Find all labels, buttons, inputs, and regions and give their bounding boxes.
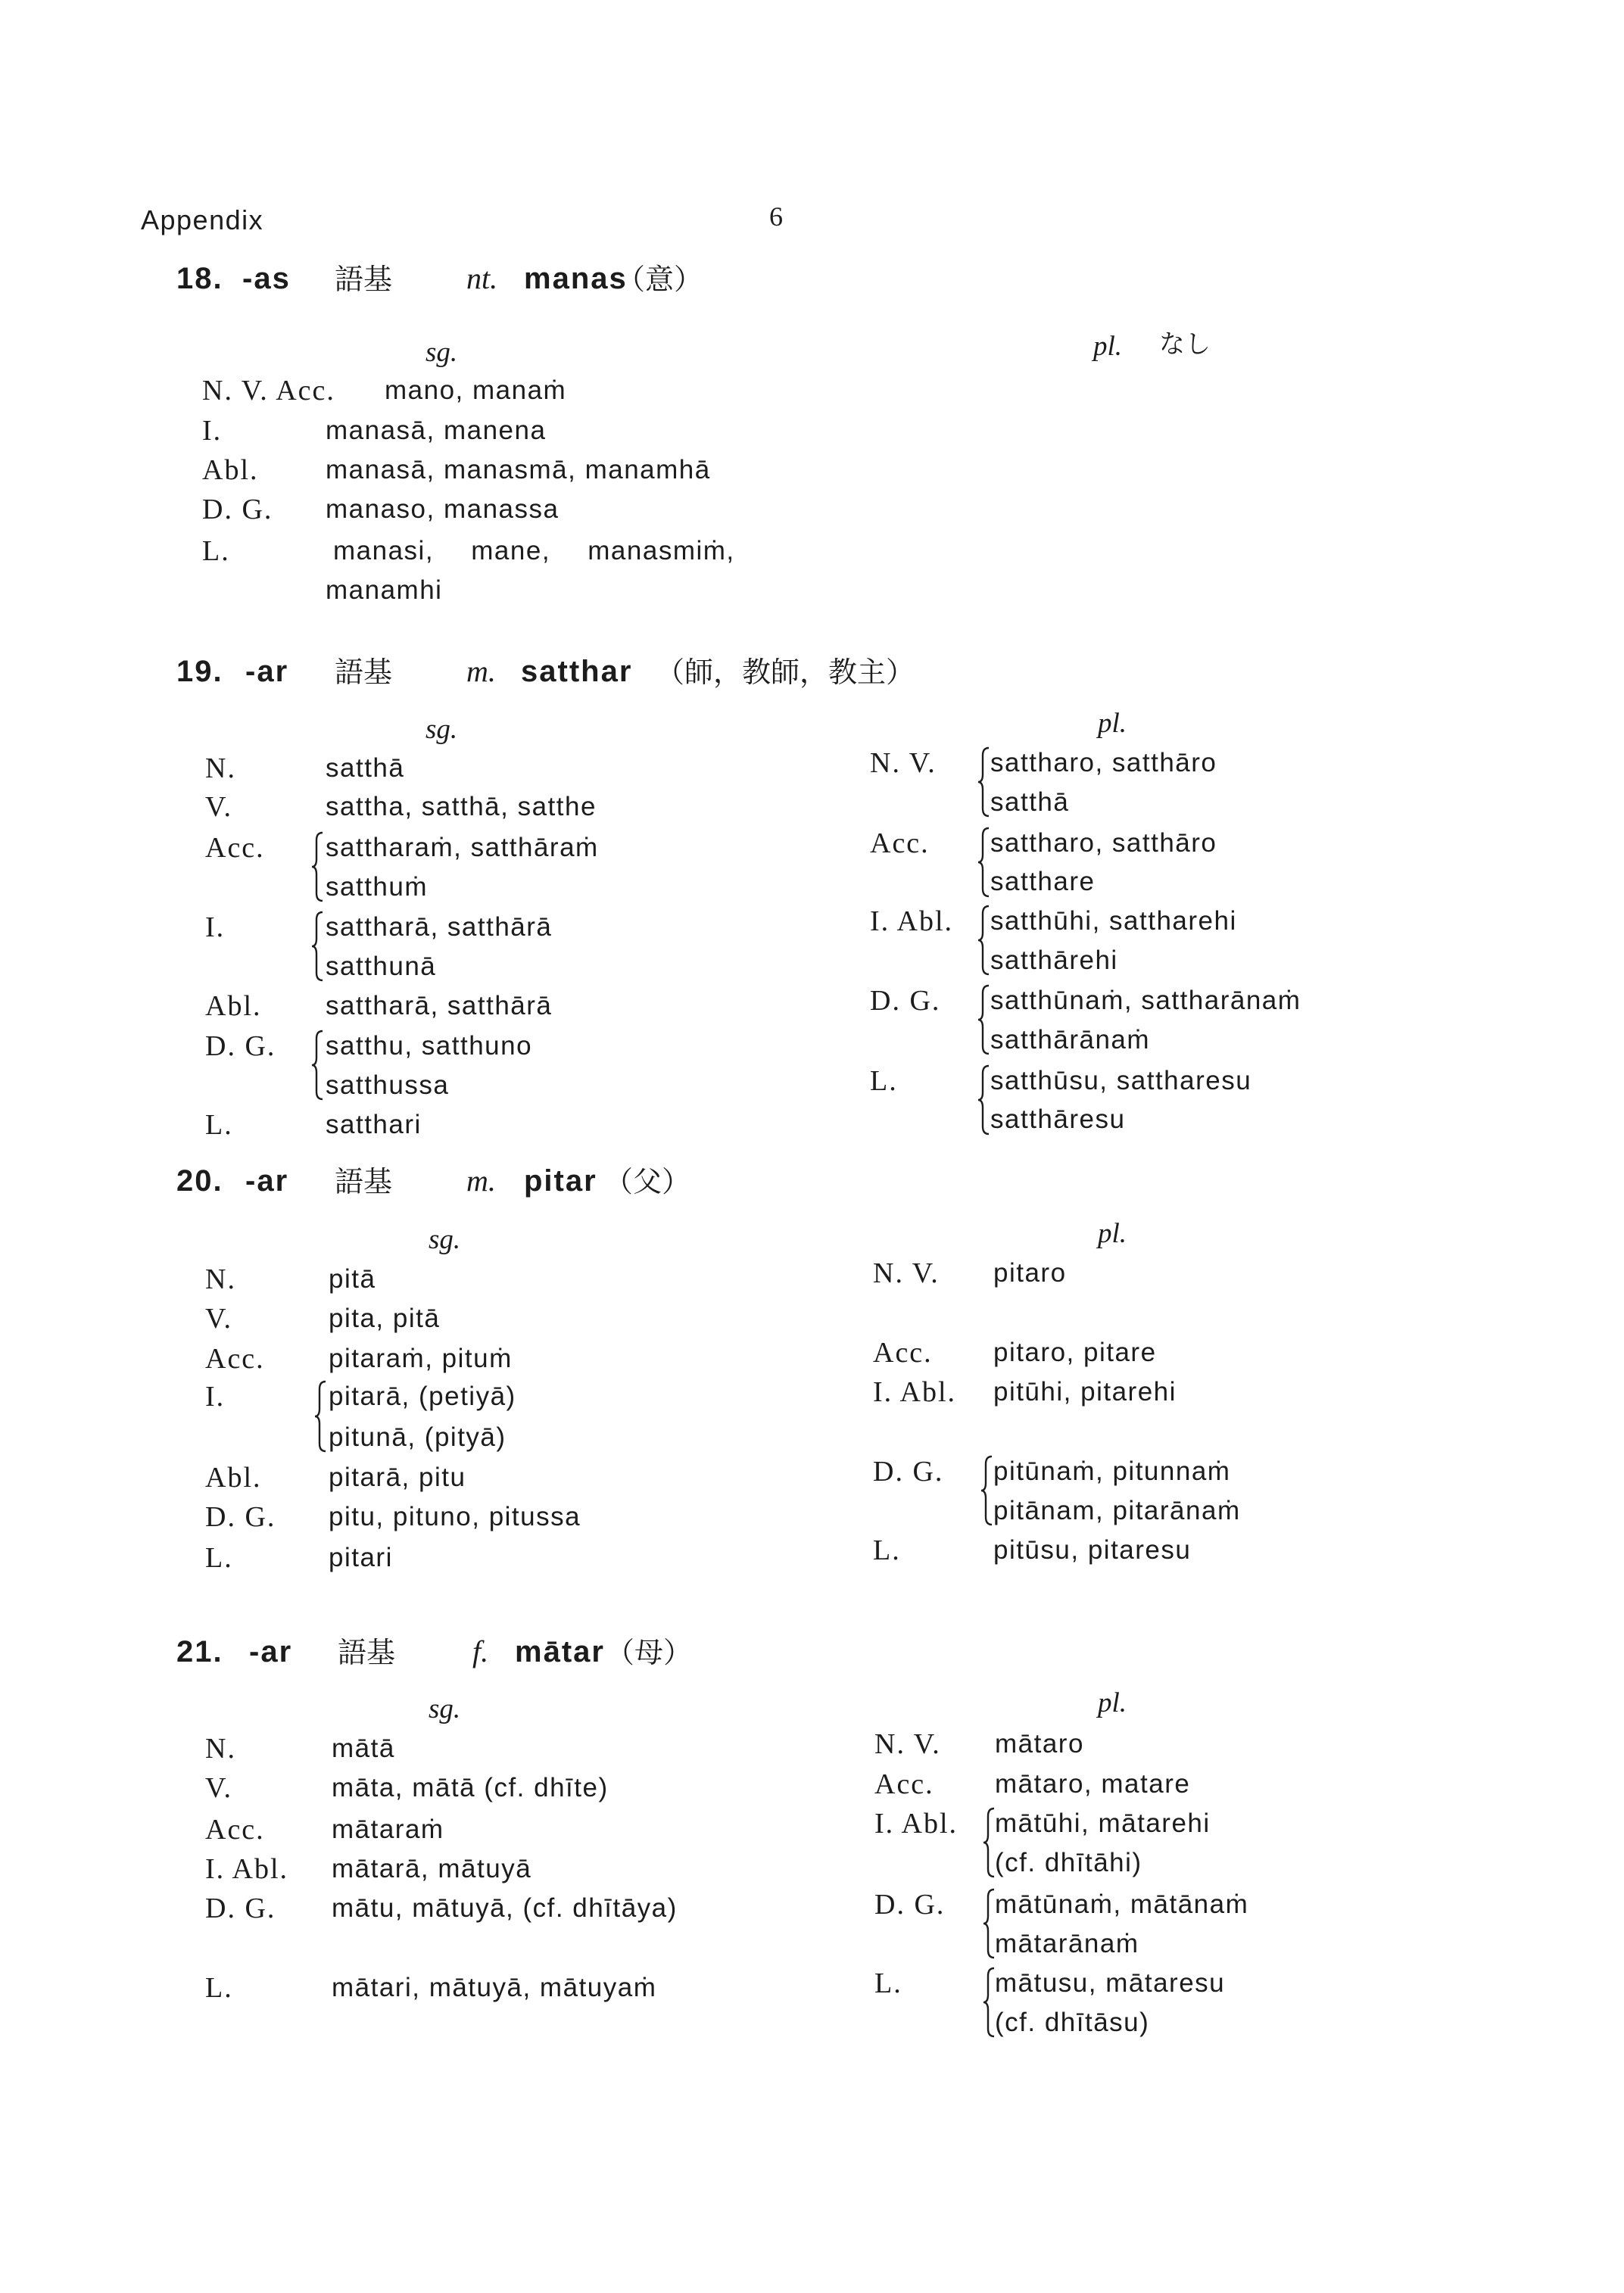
case-label: L. <box>205 1109 233 1141</box>
singular-heading: sg. <box>429 1224 461 1255</box>
case-forms: mātūhi, mātarehi <box>995 1809 1211 1838</box>
brace <box>982 1806 996 1879</box>
headword: mātar <box>515 1635 605 1668</box>
case-label: L. <box>873 1534 901 1566</box>
plural-heading: pl. <box>1093 331 1123 362</box>
plural-note: なし <box>1159 329 1211 360</box>
headword: pitar <box>524 1164 597 1198</box>
case-forms: mātari, mātuyā, mātuyaṁ <box>332 1973 657 2002</box>
case-forms-continued: satthārehi <box>990 946 1118 975</box>
stem-ending: -ar <box>245 655 289 688</box>
case-label: V. <box>205 1303 233 1335</box>
case-forms: manasā, manena <box>326 416 547 445</box>
case-label: I. Abl. <box>874 1808 959 1840</box>
case-label: Abl. <box>205 990 262 1022</box>
case-label: I. Abl. <box>205 1853 289 1885</box>
stem-term: 語基 <box>335 1165 393 1198</box>
brace <box>977 904 990 977</box>
brace <box>310 830 324 903</box>
case-label: Acc. <box>873 1337 933 1369</box>
case-forms-continued: manamhi <box>326 575 443 605</box>
brace <box>977 983 990 1056</box>
case-forms: manaso, manassa <box>326 494 560 524</box>
case-forms: pitaro <box>993 1258 1067 1288</box>
case-label: Acc. <box>205 1343 265 1375</box>
case-label: N. V. <box>874 1728 941 1760</box>
case-forms: sattharo, satthāro <box>990 828 1217 858</box>
case-forms: mātaro <box>995 1729 1084 1759</box>
case-forms: satthūnaṁ, sattharānaṁ <box>990 986 1301 1015</box>
case-label: N. <box>205 1263 236 1295</box>
case-forms-continued: pitunā, (pityā) <box>329 1422 507 1452</box>
case-forms: satthā <box>326 753 405 783</box>
singular-heading: sg. <box>425 714 458 745</box>
case-forms-continued: (cf. dhītāhi) <box>995 1848 1142 1877</box>
case-forms: satthu, satthuno <box>326 1031 533 1061</box>
case-forms: manasā, manasmā, manamhā <box>326 455 711 484</box>
case-forms: pitaraṁ, pituṁ <box>329 1344 513 1373</box>
case-forms: satthari <box>326 1110 422 1139</box>
case-forms: mātūnaṁ, mātānaṁ <box>995 1890 1249 1919</box>
plural-heading: pl. <box>1098 708 1127 739</box>
section-number: 18. <box>176 262 223 295</box>
stem-ending: -ar <box>249 1635 293 1668</box>
brace <box>310 910 324 983</box>
brace <box>977 1064 990 1136</box>
case-label: N. <box>205 752 236 784</box>
brace <box>977 826 990 899</box>
case-label: V. <box>205 1772 233 1804</box>
case-forms-continued: satthāresu <box>990 1104 1126 1134</box>
case-forms: sattharā, satthārā <box>326 912 553 942</box>
section-18 <box>0 261 1624 605</box>
case-label: I. Abl. <box>873 1376 957 1408</box>
case-label: D. G. <box>205 1030 276 1062</box>
case-forms: mano, manaṁ <box>385 375 567 405</box>
stem-term: 語基 <box>335 263 393 296</box>
case-forms: pitā <box>329 1264 376 1294</box>
case-forms-continued: satthā <box>990 787 1070 817</box>
case-forms: māta, mātā (cf. dhīte) <box>332 1773 609 1802</box>
stem-ending: -ar <box>245 1164 289 1198</box>
headword: satthar <box>521 655 633 688</box>
case-label: D. G. <box>202 494 273 525</box>
plural-heading: pl. <box>1098 1687 1127 1718</box>
case-label: Acc. <box>205 832 265 864</box>
case-forms: pitūsu, pitaresu <box>993 1535 1192 1565</box>
case-label: Abl. <box>202 454 259 486</box>
case-forms: pitu, pituno, pitussa <box>329 1502 581 1531</box>
case-forms: pitarā, (petiyā) <box>329 1382 516 1411</box>
case-forms-continued: satthārānaṁ <box>990 1025 1151 1055</box>
headword: manas <box>524 262 628 295</box>
case-label: V. <box>205 791 233 823</box>
case-forms: satthūsu, sattharesu <box>990 1066 1252 1095</box>
case-label: Acc. <box>874 1768 934 1800</box>
section-number: 20. <box>176 1164 223 1198</box>
case-label: L. <box>870 1065 898 1097</box>
running-title: Appendix <box>141 204 264 235</box>
case-label: I. <box>202 415 223 447</box>
case-forms: pitarā, pitu <box>329 1463 466 1492</box>
gloss: （父） <box>604 1165 691 1198</box>
case-forms: pitūnaṁ, pitunnaṁ <box>993 1456 1231 1486</box>
case-forms: pitūhi, pitarehi <box>993 1377 1177 1407</box>
case-forms-continued: satthunā <box>326 952 437 981</box>
gender: nt. <box>466 261 498 295</box>
case-forms-continued: satthare <box>990 867 1096 896</box>
case-forms-continued: pitānam, pitarānaṁ <box>993 1496 1241 1525</box>
gender: m. <box>466 1164 496 1198</box>
case-label: Acc. <box>205 1814 265 1846</box>
section-number: 19. <box>176 655 223 688</box>
case-forms: mātarā, mātuyā <box>332 1854 532 1883</box>
case-forms: mātā <box>332 1734 395 1763</box>
gloss: （師，教師，教主） <box>656 656 915 689</box>
case-forms-continued: satthuṁ <box>326 872 428 902</box>
case-forms: mātusu, mātaresu <box>995 1968 1226 1998</box>
case-forms: sattharaṁ, satthāraṁ <box>326 833 599 862</box>
brace <box>310 1029 324 1101</box>
case-label: I. Abl. <box>870 905 954 937</box>
case-forms: pitaro, pitare <box>993 1338 1157 1367</box>
page-number: 6 <box>769 201 783 232</box>
gender: f. <box>472 1634 489 1668</box>
section-21 <box>0 1634 1624 2037</box>
case-label: L. <box>202 535 230 567</box>
case-forms: pitari <box>329 1543 393 1572</box>
case-label: D. G. <box>870 985 941 1017</box>
case-label: D. G. <box>205 1501 276 1533</box>
case-forms: mātu, mātuyā, (cf. dhītāya) <box>332 1893 678 1923</box>
case-forms: satthūhi, sattharehi <box>990 906 1237 936</box>
stem-term: 語基 <box>335 656 393 689</box>
case-label: N. V. <box>873 1257 940 1289</box>
case-label: I. <box>205 911 226 943</box>
case-label: L. <box>874 1967 902 1999</box>
section-20 <box>0 1164 1624 1574</box>
case-label: L. <box>205 1972 233 2004</box>
case-label: D. G. <box>205 1893 276 1924</box>
case-label: N. <box>205 1733 236 1765</box>
case-label: L. <box>205 1542 233 1574</box>
singular-heading: sg. <box>429 1693 461 1724</box>
case-label: I. <box>205 1381 226 1413</box>
gloss: （母） <box>606 1636 693 1669</box>
gender: m. <box>466 654 496 688</box>
gloss: （意） <box>616 263 703 296</box>
stem-ending: -as <box>242 262 291 295</box>
case-forms-continued: satthussa <box>326 1070 450 1100</box>
case-forms-continued: (cf. dhītāsu) <box>995 2008 1150 2037</box>
case-forms: sattharā, satthārā <box>326 991 553 1020</box>
brace <box>980 1454 993 1527</box>
case-forms: mātaraṁ <box>332 1815 444 1844</box>
brace <box>982 1887 996 1960</box>
case-label: N. V. Acc. <box>202 375 335 407</box>
case-label: N. V. <box>870 747 937 779</box>
plural-heading: pl. <box>1098 1218 1127 1249</box>
brace <box>982 1966 996 2039</box>
brace <box>977 746 990 818</box>
singular-heading: sg. <box>425 337 458 368</box>
case-forms: mātaro, matare <box>995 1769 1191 1799</box>
stem-term: 語基 <box>338 1636 396 1669</box>
case-forms-continued: mātarānaṁ <box>995 1929 1139 1958</box>
case-forms: sattharo, satthāro <box>990 748 1217 777</box>
case-forms: pita, pitā <box>329 1304 441 1333</box>
case-label: D. G. <box>874 1889 946 1921</box>
brace <box>313 1379 327 1453</box>
case-label: D. G. <box>873 1456 944 1488</box>
section-19 <box>0 654 1624 1141</box>
case-forms: manasi, mane, manasmiṁ, <box>333 536 735 565</box>
case-label: Acc. <box>870 827 930 859</box>
section-number: 21. <box>176 1635 223 1668</box>
case-label: Abl. <box>205 1462 262 1494</box>
case-forms: sattha, satthā, satthe <box>326 792 597 821</box>
